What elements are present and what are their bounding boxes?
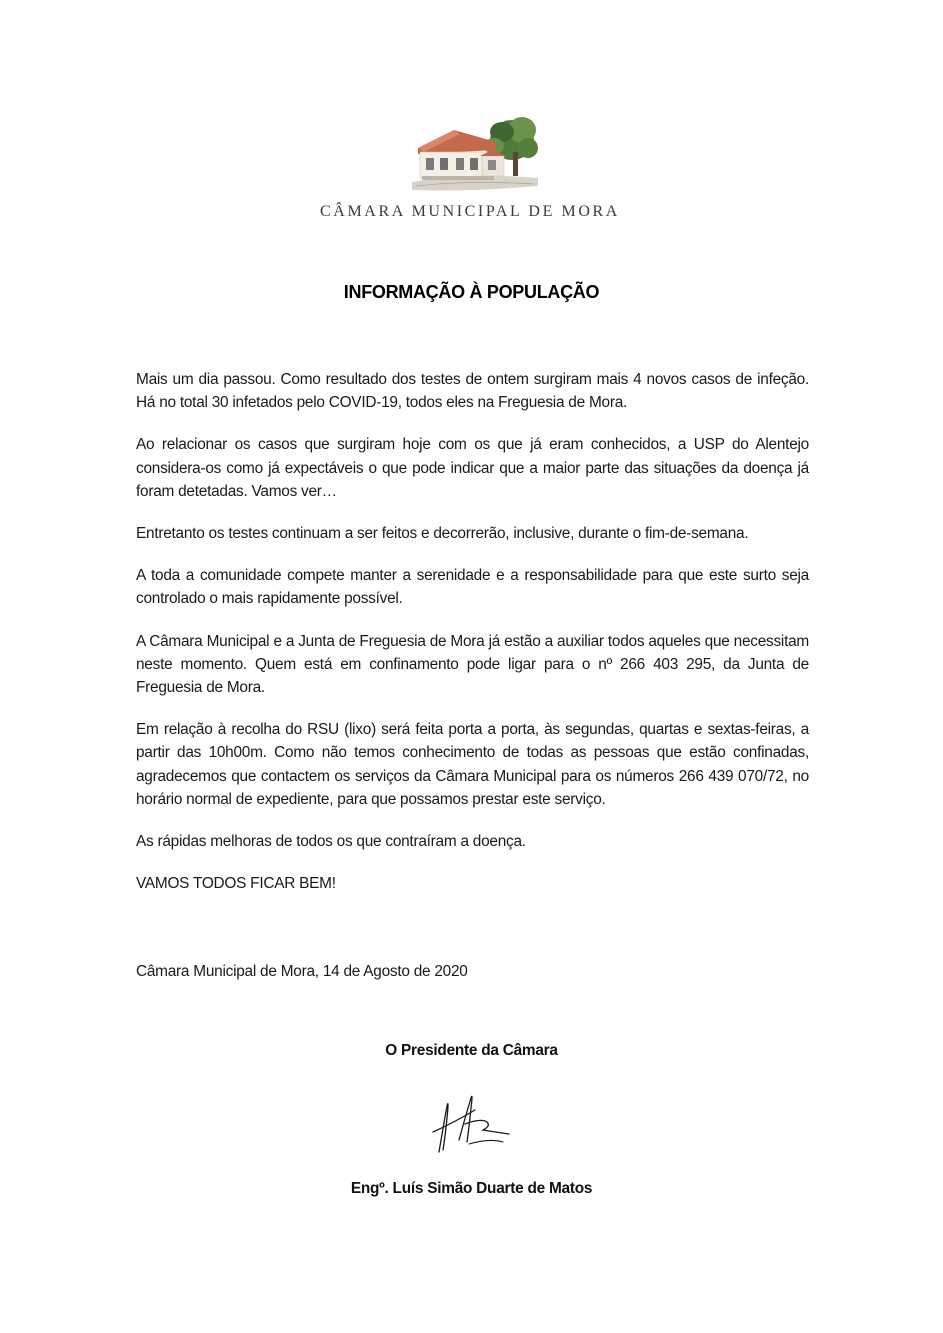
paragraph-support-contact: A Câmara Municipal e a Junta de Freguesia de Mora já estão a auxiliar todos aqueles que necessitam neste momento. Quem está em confinamento pode ligar para o nº 266 403 295, da Junta de Freguesia de Mora. [136,632,809,697]
paragraph-case-update: Mais um dia passou. Como resultado dos testes de ontem surgiram mais 4 novos casos de infeção. Há no total 30 infetados pelo COVID-19, todos eles na Freguesia de Mora. [136,371,809,412]
paragraph-recovery-wishes: As rápidas melhoras de todos os que contraíram a doença. [136,833,526,851]
paragraph-closing-slogan: VAMOS TODOS FICAR BEM! [136,875,336,893]
signatory-name: Engº. Luís Simão Duarte de Matos [350,1180,593,1197]
paragraph-testing: Entretanto os testes continuam a ser feitos e decorrerão, inclusive, durante o fim-de-semana. [136,525,749,543]
paragraph-waste-collection: Em relação à recolha do RSU (lixo) será feita porta a porta, às segundas, quartas e sextas-feiras, a partir das 10h00m. Como não temos conhecimento de todas as pessoas que estão confinadas, agradecemos que contactem os serviços da Câmara Municipal para os números 266 439 070/72, no horário normal de expediente, para que possamos prestar este serviço. [136,721,809,808]
document-body [136,368,809,914]
signatory-role: O Presidente da Câmara [385,1042,558,1059]
paragraph-usp-assessment: Ao relacionar os casos que surgiram hoje com os que já eram conhecidos, a USP do Alentejo considera-os como já expectáveis o que pode indicar que a maior parte das situações da doença já foram detetadas. Vamos ver… [136,436,809,500]
town-hall-logo-icon [410,112,540,200]
place-and-date: Câmara Municipal de Mora, 14 de Agosto de 2020 [136,963,468,980]
organization-name: CÂMARA MUNICIPAL DE MORA [320,203,620,220]
document-title: INFORMAÇÃO À POPULAÇÃO [343,282,600,302]
paragraph-community: A toda a comunidade compete manter a serenidade e a responsabilidade para que este surto seja controlado o mais rapidamente possível. [136,567,809,608]
handwritten-signature-icon [425,1088,525,1158]
